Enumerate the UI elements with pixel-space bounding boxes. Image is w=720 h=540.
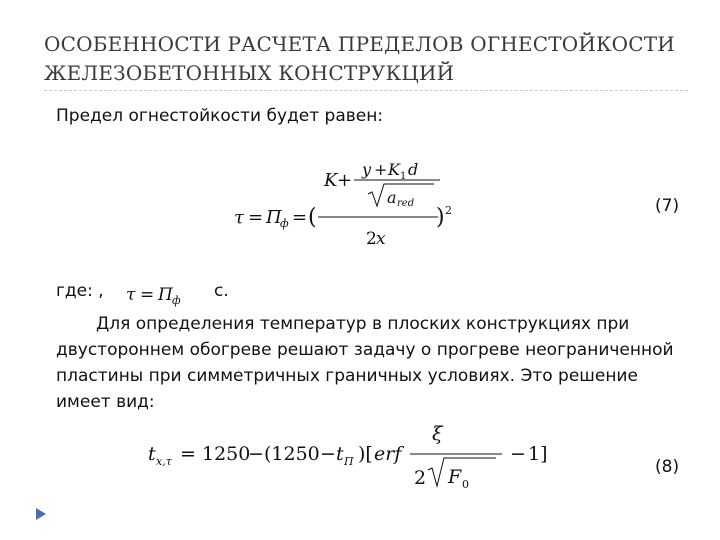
svg-text:2: 2 <box>445 204 452 217</box>
svg-text:t: t <box>336 443 344 465</box>
svg-text:0: 0 <box>462 478 469 491</box>
svg-text:a: a <box>387 188 397 207</box>
svg-text:τ: τ <box>126 285 136 305</box>
svg-text:F: F <box>448 466 462 488</box>
body-paragraph: Для определения температур в плоских конструкциях при двустороннем обогреве решают задачу о прогреве неограниченной пластины при симметричных граничных условиях. Это решение имеет вид: <box>56 314 674 412</box>
svg-text:2: 2 <box>414 467 427 489</box>
svg-text:−: − <box>320 443 336 465</box>
title-line-1: ОСОБЕННОСТИ РАСЧЕТА ПРЕДЕЛОВ ОГНЕСТОЙКОСТИ <box>44 32 675 56</box>
svg-text:erf: erf <box>374 443 402 465</box>
equation-number-8: (8) <box>655 457 680 477</box>
formula-7 <box>228 160 468 252</box>
where-label: где: , <box>56 281 104 301</box>
svg-text:t: t <box>148 443 156 465</box>
svg-text:−: − <box>248 443 264 465</box>
svg-text:П: П <box>158 285 173 305</box>
equation-number-7: (7) <box>655 196 680 216</box>
svg-text:П: П <box>344 455 354 468</box>
svg-text:−: − <box>510 443 526 465</box>
svg-text:)[: )[ <box>358 443 373 465</box>
svg-text:1250: 1250 <box>202 443 251 465</box>
title-divider <box>44 90 688 91</box>
triangle-right-icon[interactable] <box>34 507 48 521</box>
svg-text:red: red <box>397 198 415 209</box>
svg-text:x: x <box>376 229 386 249</box>
title-line-2: ЖЕЛЕЗОБЕТОННЫХ КОНСТРУКЦИЙ <box>44 61 455 85</box>
svg-text:П: П <box>266 207 282 228</box>
svg-text:=: = <box>180 443 196 465</box>
svg-text:2: 2 <box>366 229 377 249</box>
intro-text: Предел огнестойкости будет равен: <box>56 106 384 126</box>
svg-text:1: 1 <box>400 171 407 182</box>
svg-text:ξ: ξ <box>432 423 443 445</box>
svg-text:=: = <box>292 207 308 228</box>
svg-text:y: y <box>362 160 372 179</box>
formula-8 <box>140 420 560 500</box>
svg-text:ф: ф <box>280 217 289 230</box>
svg-text:+: + <box>374 160 388 179</box>
svg-text:d: d <box>408 160 419 179</box>
svg-text:=: = <box>140 285 155 305</box>
svg-text:K: K <box>388 160 400 179</box>
svg-text:+: + <box>337 170 353 191</box>
svg-text:1]: 1] <box>528 443 548 465</box>
formula-tau-definition <box>118 280 198 308</box>
svg-text:(: ( <box>308 205 317 230</box>
svg-text:K: K <box>324 170 338 191</box>
svg-text:(1250: (1250 <box>264 443 320 465</box>
svg-text:ф: ф <box>172 294 181 307</box>
where-unit: с. <box>214 281 229 301</box>
svg-text:τ: τ <box>234 207 244 228</box>
svg-text:): ) <box>436 205 445 230</box>
slide-title <box>44 30 704 88</box>
svg-text:=: = <box>248 207 264 228</box>
svg-text:x,τ: x,τ <box>156 455 172 468</box>
